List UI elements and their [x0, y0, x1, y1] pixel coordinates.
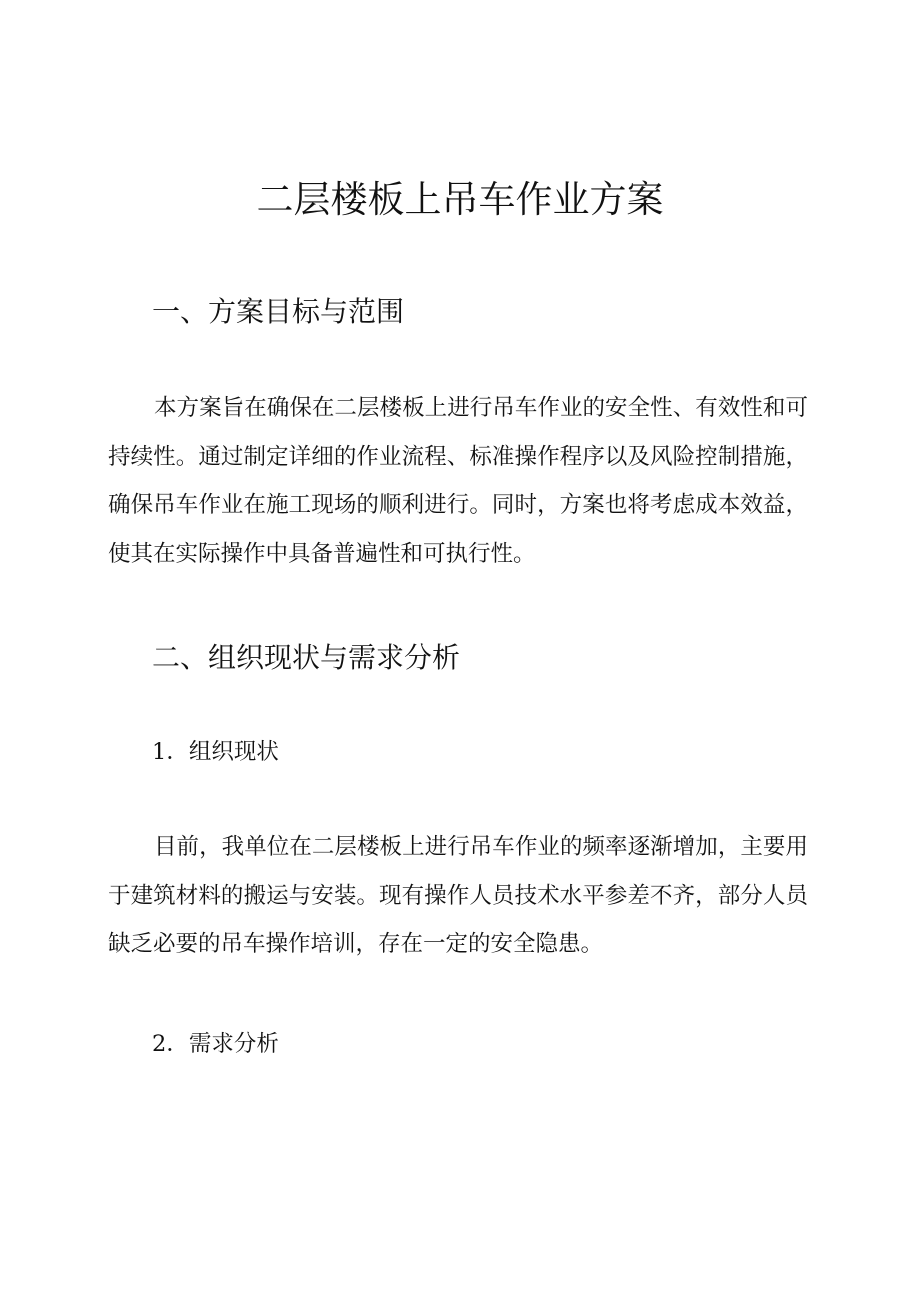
section-paragraph-goals: 本方案旨在确保在二层楼板上进行吊车作业的安全性、有效性和可持续性。通过制定详细的作业流程、标准操作程序以及风险控制措施，确保吊车作业在施工现场的顺利进行。同时，方案也将考虑成本效益，使其在实际操作中具备普遍性和可执行性。 [108, 395, 808, 567]
subsection-heading-needs: 2．需求分析 [152, 1031, 279, 1057]
subsection-paragraph-status: 目前，我单位在二层楼板上进行吊车作业的频率逐渐增加，主要用于建筑材料的搬运与安装。现有操作人员技术水平参差不齐，部分人员缺乏必要的吊车操作培训，存在一定的安全隐患。 [108, 834, 808, 957]
section-heading-analysis: 二、组织现状与需求分析 [152, 641, 461, 674]
document-title: 二层楼板上吊车作业方案 [256, 178, 664, 221]
section-heading-goals: 一、方案目标与范围 [152, 295, 405, 328]
subsection-heading-status: 1．组织现状 [152, 739, 279, 765]
